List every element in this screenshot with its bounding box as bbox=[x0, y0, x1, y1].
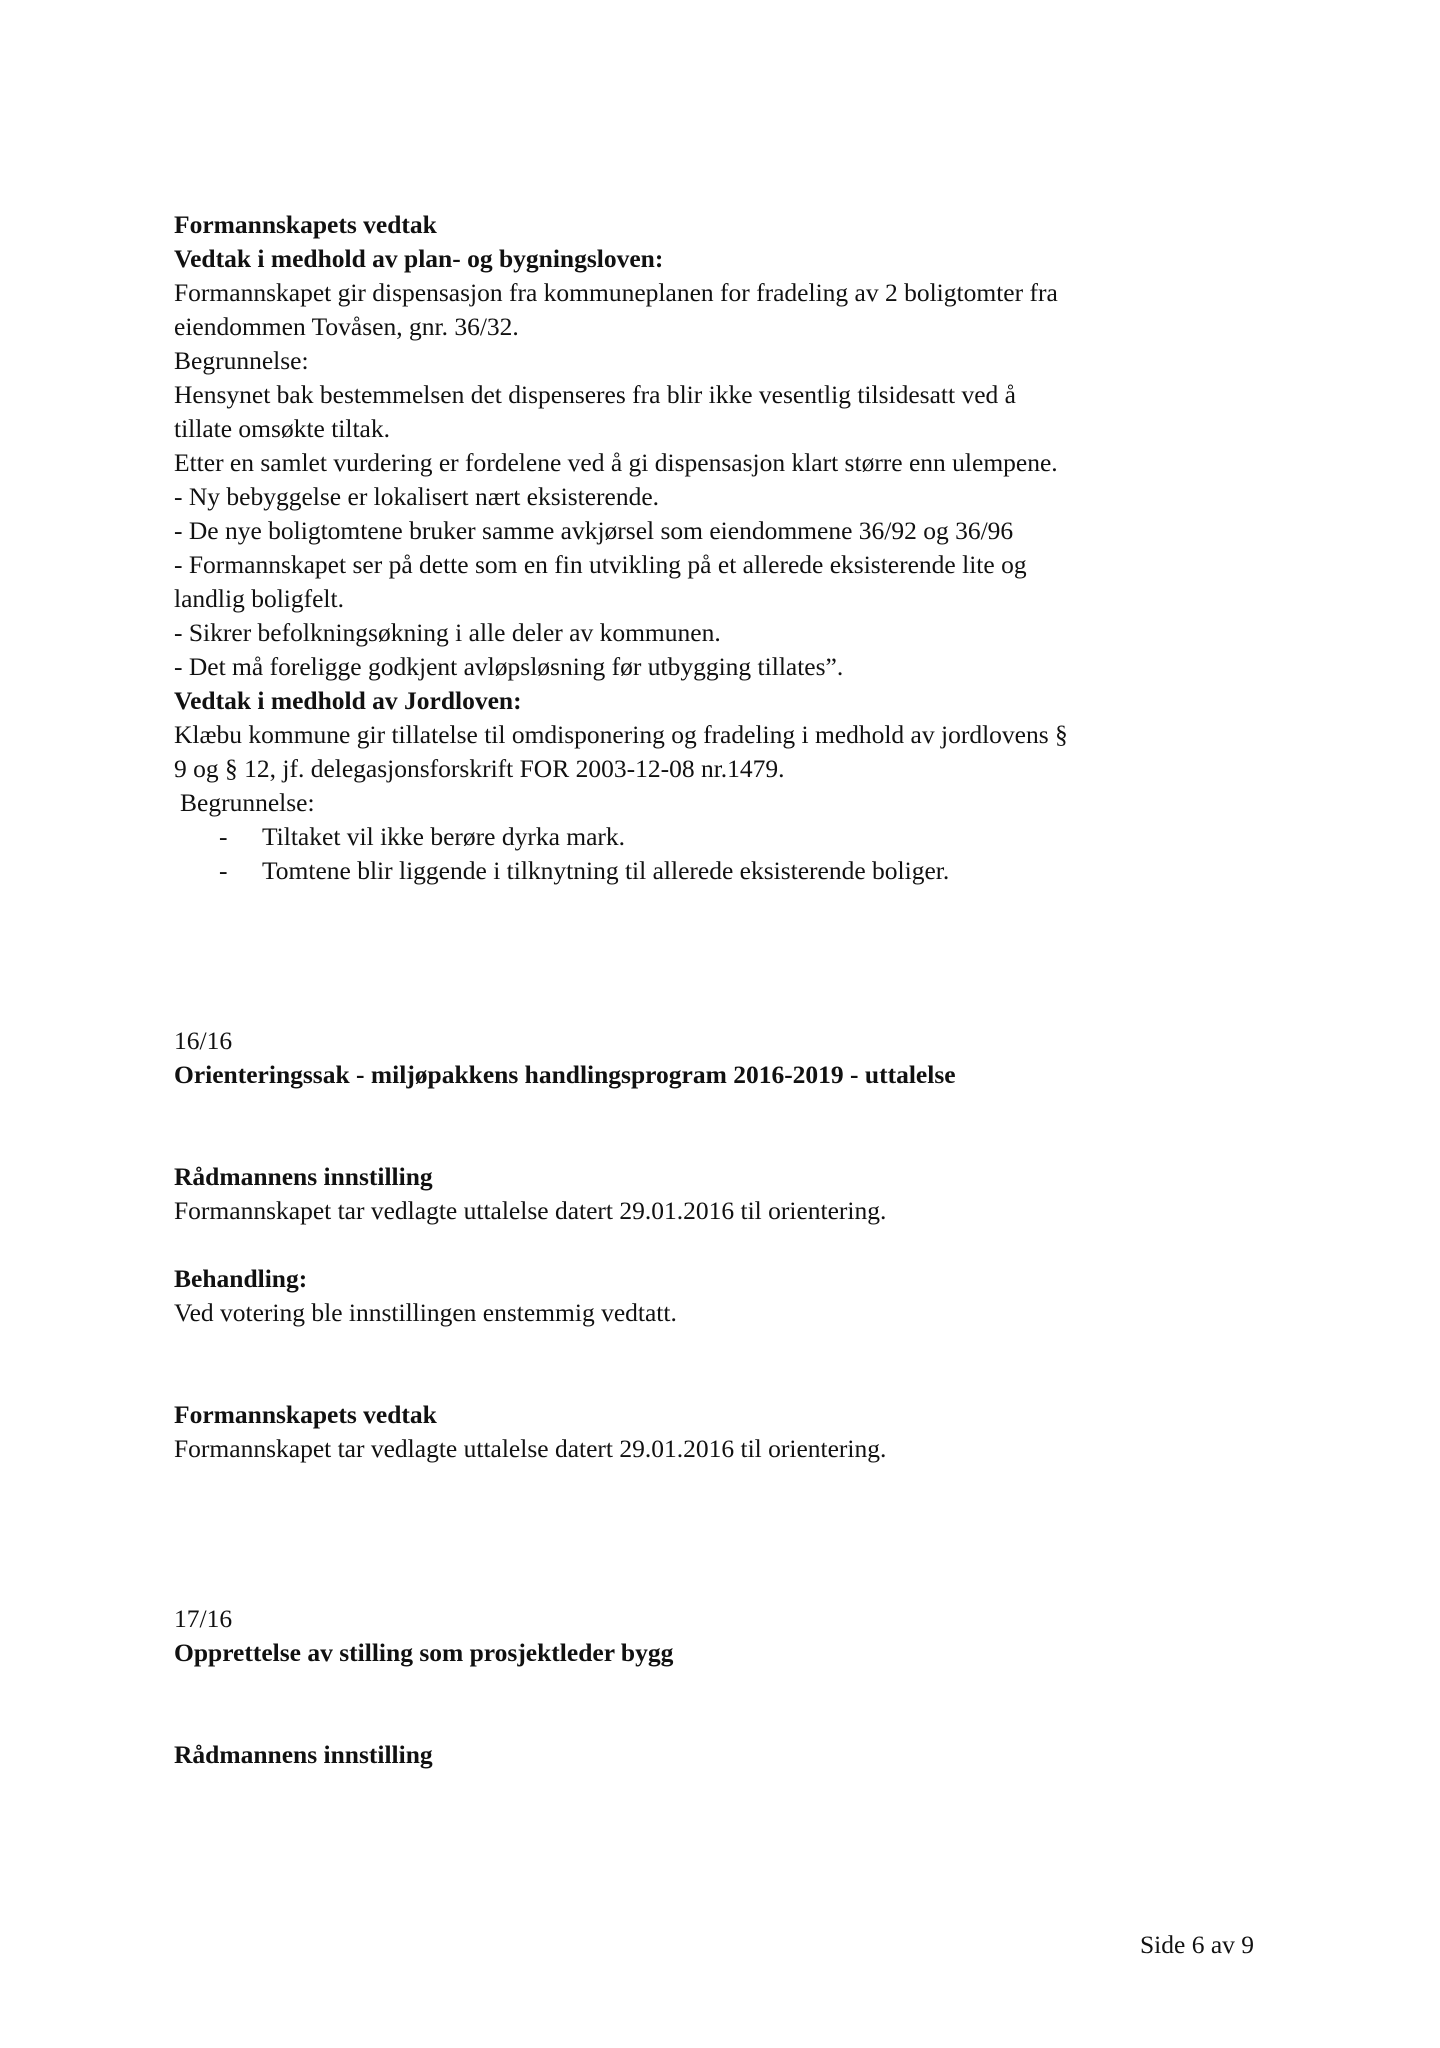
list-dash: - bbox=[219, 856, 228, 885]
list-item bbox=[174, 820, 1274, 854]
treatment-heading: Behandling: bbox=[174, 1264, 308, 1293]
paragraph-line: - De nye boligtomtene bruker samme avkjørsel som eiendommene 36/92 og 36/96 bbox=[174, 516, 1014, 545]
paragraph-line: tillate omsøkte tiltak. bbox=[174, 414, 391, 443]
paragraph-line: - Ny bebyggelse er lokalisert nært eksisterende. bbox=[174, 482, 660, 511]
paragraph-line: - Sikrer befolkningsøkning i alle deler av kommunen. bbox=[174, 618, 721, 647]
paragraph-line: eiendommen Tovåsen, gnr. 36/32. bbox=[174, 312, 519, 341]
paragraph-line: Formannskapet tar vedlagte uttalelse datert 29.01.2016 til orientering. bbox=[174, 1196, 887, 1225]
list-item-text: Tiltaket vil ikke berøre dyrka mark. bbox=[262, 822, 626, 851]
paragraph-line: landlig boligfelt. bbox=[174, 584, 344, 613]
recommendation-heading: Rådmannens innstilling bbox=[174, 1740, 433, 1769]
paragraph-line: Formannskapet tar vedlagte uttalelse datert 29.01.2016 til orientering. bbox=[174, 1434, 887, 1463]
paragraph-line: Begrunnelse: bbox=[174, 346, 309, 375]
section-heading: Formannskapets vedtak bbox=[174, 210, 437, 239]
decision-heading: Formannskapets vedtak bbox=[174, 1400, 437, 1429]
paragraph-line: Begrunnelse: bbox=[180, 788, 315, 817]
document-page bbox=[174, 208, 1274, 1772]
paragraph-line: Klæbu kommune gir tillatelse til omdisponering og fradeling i medhold av jordlovens § bbox=[174, 720, 1068, 749]
paragraph-line: Hensynet bak bestemmelsen det dispenseres fra blir ikke vesentlig tilsidesatt ved å bbox=[174, 380, 1016, 409]
list-item bbox=[174, 854, 1274, 888]
subheading-plan-law: Vedtak i medhold av plan- og bygningsloven: bbox=[174, 244, 664, 273]
page-number: Side 6 av 9 bbox=[1140, 1930, 1255, 1959]
case-number: 17/16 bbox=[174, 1604, 233, 1633]
subheading-land-law: Vedtak i medhold av Jordloven: bbox=[174, 686, 522, 715]
case-title: Opprettelse av stilling som prosjektleder bygg bbox=[174, 1638, 674, 1667]
paragraph-line: - Formannskapet ser på dette som en fin utvikling på et allerede eksisterende lite og bbox=[174, 550, 1027, 579]
list-item-text: Tomtene blir liggende i tilknytning til allerede eksisterende boliger. bbox=[262, 856, 950, 885]
list-dash: - bbox=[219, 822, 228, 851]
paragraph-line: Etter en samlet vurdering er fordelene ved å gi dispensasjon klart større enn ulempene. bbox=[174, 448, 1058, 477]
paragraph-line: - Det må foreligge godkjent avløpsløsning før utbygging tillates”. bbox=[174, 652, 844, 681]
paragraph-line: 9 og § 12, jf. delegasjonsforskrift FOR 2003-12-08 nr.1479. bbox=[174, 754, 785, 783]
paragraph-line: Formannskapet gir dispensasjon fra kommuneplanen for fradeling av 2 boligtomter fra bbox=[174, 278, 1058, 307]
case-title: Orienteringssak - miljøpakkens handlingsprogram 2016-2019 - uttalelse bbox=[174, 1060, 956, 1089]
case-number: 16/16 bbox=[174, 1026, 233, 1055]
recommendation-heading: Rådmannens innstilling bbox=[174, 1162, 433, 1191]
paragraph-line: Ved votering ble innstillingen enstemmig vedtatt. bbox=[174, 1298, 677, 1327]
